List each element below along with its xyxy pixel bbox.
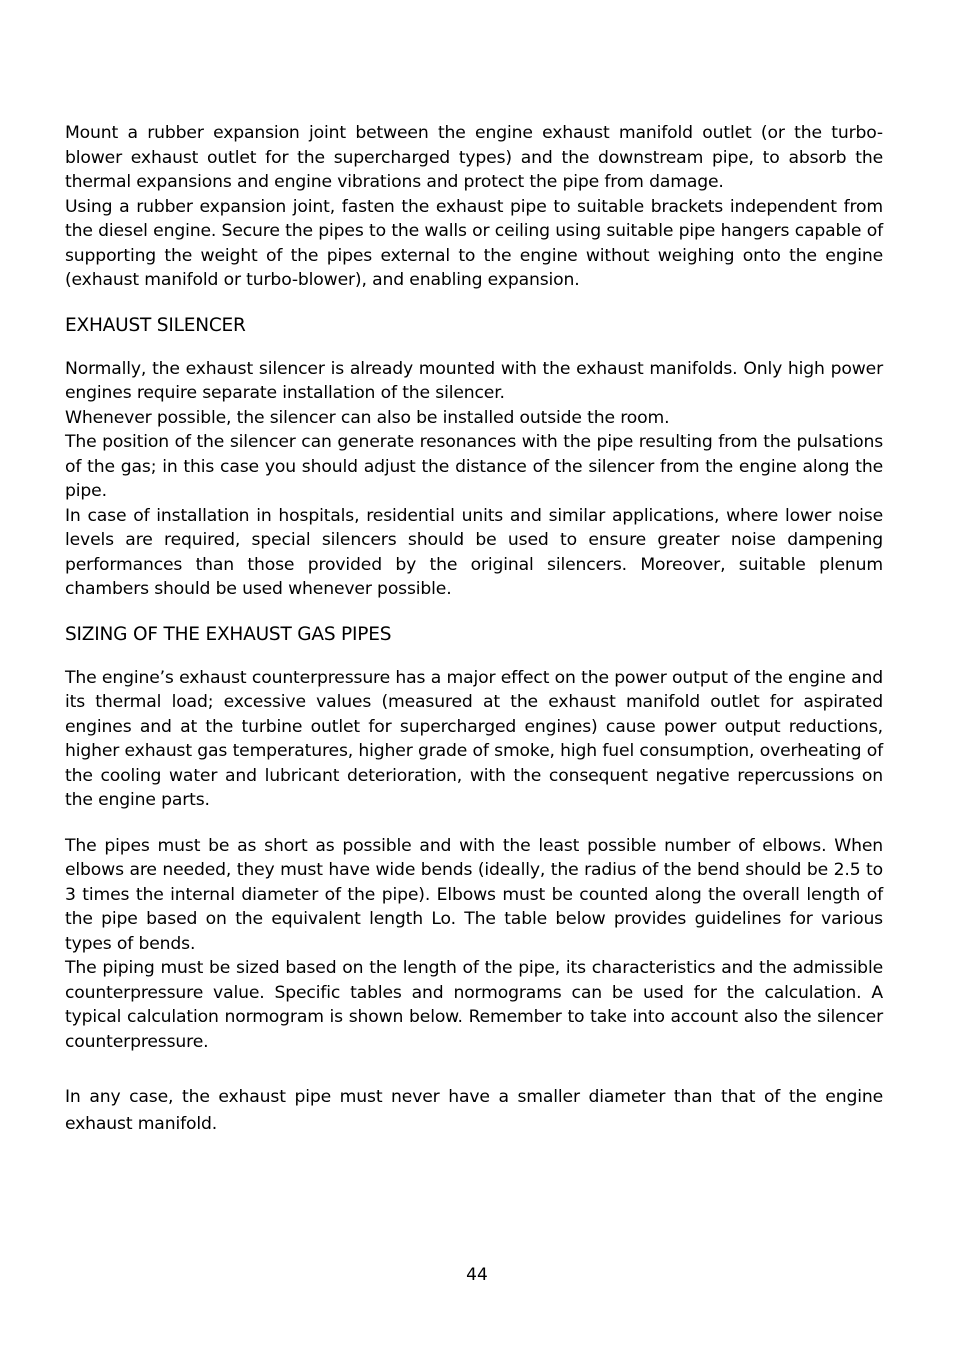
spacer xyxy=(65,813,883,834)
spacer xyxy=(65,648,883,666)
spacer xyxy=(65,1054,883,1084)
page-number: 44 xyxy=(466,1265,488,1285)
document-page xyxy=(65,121,883,1138)
section-heading-exhaust-silencer: EXHAUST SILENCER xyxy=(65,314,246,336)
intro-paragraph-pipe-hangers: Using a rubber expansion joint, fasten the exhaust pipe to suitable brackets independent from the diesel engine. Secure the pipes to the walls or ceiling using suitable pipe hangers capable of supporting the weight of the pipes external to the engine without weighing onto the engine (exhaust manifold or turbo-blower), and enabling expansion. xyxy=(65,196,883,290)
silencer-paragraph-mounting: Normally, the exhaust silencer is already mounted with the exhaust manifolds. Only high power engines require separate installation of the silencer. xyxy=(65,358,883,403)
silencer-paragraph-outside-room: Whenever possible, the silencer can also be installed outside the room. xyxy=(65,407,670,428)
spacer xyxy=(65,293,883,313)
intro-paragraph-expansion-joint: Mount a rubber expansion joint between the engine exhaust manifold outlet (or the turbo-blower exhaust outlet for the supercharged types) and the downstream pipe, to absorb the thermal expansions and engine vibrations and protect the pipe from damage. xyxy=(65,123,883,192)
spacer xyxy=(65,602,883,622)
section-heading-sizing-exhaust-pipes: SIZING OF THE EXHAUST GAS PIPES xyxy=(65,623,392,645)
sizing-paragraph-normogram: The piping must be sized based on the length of the pipe, its characteristics and the admissible counterpressure value. Specific tables and normograms can be used for the calculation. A typical calculation normogram is shown below. Remember to take into account also the silencer counterpressure. xyxy=(65,958,883,1052)
spacer xyxy=(65,339,883,357)
sizing-paragraph-diameter: In any case, the exhaust pipe must never have a smaller diameter than that of the engine exhaust manifold. xyxy=(65,1087,883,1134)
silencer-paragraph-resonances: The position of the silencer can generate resonances with the pipe resulting from the pulsations of the gas; in this case you should adjust the distance of the silencer from the engine along the pipe. xyxy=(65,432,883,501)
sizing-paragraph-elbows: The pipes must be as short as possible and with the least possible number of elbows. When elbows are needed, they must have wide bends (ideally, the radius of the bend should be 2.5 to 3 times the internal diameter of the pipe). Elbows must be counted along the overall length of the pipe based on the equivalent length Lo. The table below provides guidelines for various types of bends. xyxy=(65,835,883,954)
silencer-paragraph-hospitals: In case of installation in hospitals, residential units and similar applications, where lower noise levels are required, special silencers should be used to ensure greater noise dampening performances than those provided by the original silencers. Moreover, suitable plenum chambers should be used whenever possible. xyxy=(65,505,883,599)
sizing-paragraph-counterpressure: The engine’s exhaust counterpressure has a major effect on the power output of the engine and its thermal load; excessive values (measured at the exhaust manifold outlet for aspirated engines and at the turbine outlet for supercharged engines) cause power output reductions, higher exhaust gas temperatures, higher grade of smoke, high fuel consumption, overheating of the cooling water and lubricant deterioration, with the consequent negative repercussions on the engine parts. xyxy=(65,667,883,810)
